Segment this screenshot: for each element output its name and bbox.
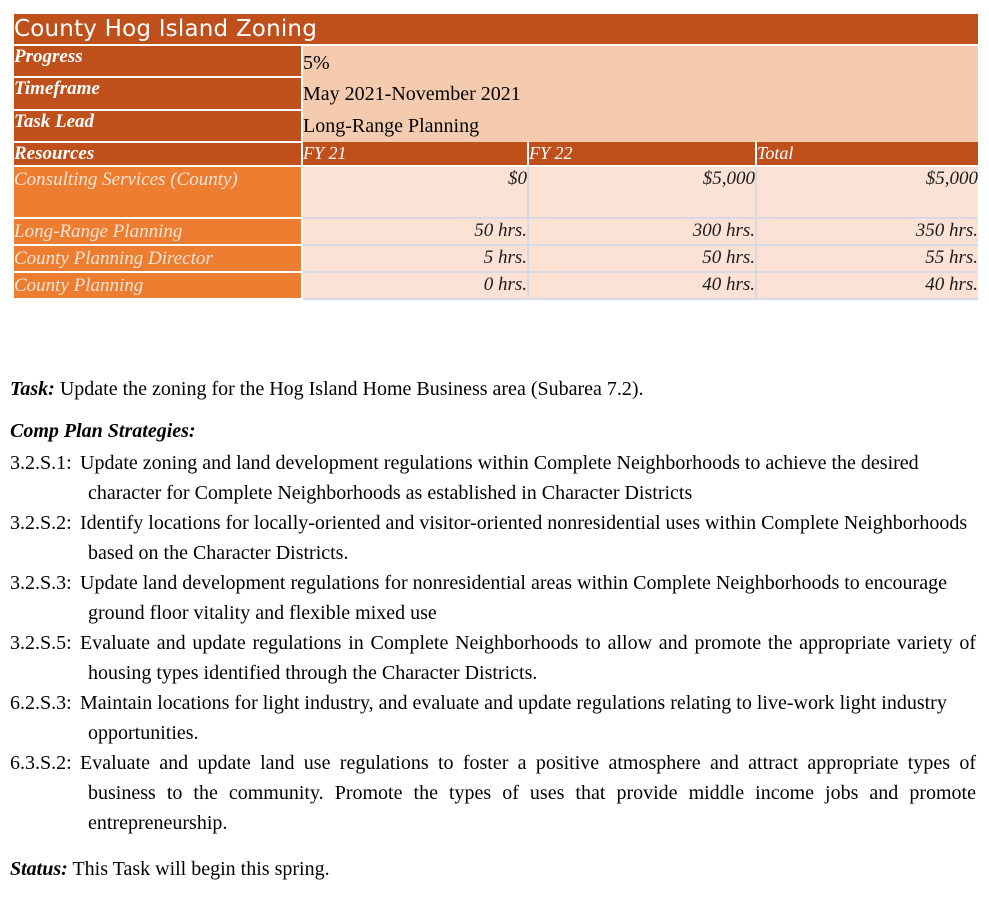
resource-name-county-planning: County Planning: [14, 272, 302, 299]
resource-fy21-county-planning-director: 5 hrs.: [302, 245, 528, 272]
resource-fy22-county-planning-director: 50 hrs.: [528, 245, 756, 272]
row-label-progress: Progress: [14, 45, 302, 77]
strategy-code: 6.3.S.2:: [10, 752, 72, 774]
summary-values-block: [302, 45, 978, 142]
strategy-text: Evaluate and update regulations in Complete Neighborhoods to allow and promote the appropriate variety of housing types identified through the Character Districts.: [80, 632, 976, 684]
strategy-text: Identify locations for locally-oriented and visitor-oriented nonresidential uses within Complete Neighborhoods based on the Character Districts.: [80, 512, 968, 564]
strategy-code: 3.2.S.3:: [10, 572, 72, 594]
table-row: [14, 166, 978, 218]
row-label-task-lead: Task Lead: [14, 110, 302, 142]
resource-name-consulting-services: Consulting Services (County): [14, 166, 302, 218]
status-label: Status:: [10, 858, 68, 880]
strategy-code: 3.2.S.2:: [10, 512, 72, 534]
resource-fy21-consulting-services: $0: [302, 166, 528, 218]
row-label-resources: Resources: [14, 142, 302, 166]
comp-plan-heading: Comp Plan Strategies:: [10, 420, 196, 442]
row-label-timeframe: Timeframe: [14, 77, 302, 109]
list-item: [10, 688, 976, 748]
comp-plan-strategy-list: [10, 448, 976, 838]
resource-name-county-planning-director: County Planning Director: [14, 245, 302, 272]
strategy-text: Update zoning and land development regulations within Complete Neighborhoods to achieve the desired character for Complete Neighborhoods as established in Character Districts: [80, 452, 919, 504]
table-row: [14, 218, 978, 245]
resource-fy21-long-range-planning: 50 hrs.: [302, 218, 528, 245]
column-header-fy21: FY 21: [302, 142, 528, 166]
status-paragraph: [10, 856, 976, 882]
list-item: [10, 628, 976, 688]
strategy-text: Update land development regulations for nonresidential areas within Complete Neighborhoods to encourage ground floor vitality and flexible mixed use: [80, 572, 947, 624]
table-title-row: [14, 14, 978, 45]
strategy-code: 6.2.S.3:: [10, 692, 72, 714]
table-row: [14, 272, 978, 299]
page-title: County Hog Island Zoning: [14, 14, 978, 45]
strategy-text: Evaluate and update land use regulations to foster a positive atmosphere and attract appropriate types of business to the community. Promote the types of uses that provide middle income jobs and promote entrepreneurship.: [80, 752, 976, 834]
task-label: Task:: [10, 378, 55, 400]
column-header-total: Total: [756, 142, 978, 166]
value-timeframe: May 2021-November 2021: [303, 83, 521, 105]
resource-total-county-planning-director: 55 hrs.: [756, 245, 978, 272]
resource-fy21-county-planning: 0 hrs.: [302, 272, 528, 299]
strategy-code: 3.2.S.5:: [10, 632, 72, 654]
value-progress: 5%: [303, 52, 330, 74]
table-row: [14, 245, 978, 272]
list-item: [10, 508, 976, 568]
task-paragraph: [10, 376, 976, 402]
resource-name-long-range-planning: Long-Range Planning: [14, 218, 302, 245]
resource-total-consulting-services: $5,000: [756, 166, 978, 218]
task-text: Update the zoning for the Hog Island Home Business area (Subarea 7.2).: [54, 378, 644, 400]
list-item: [10, 448, 976, 508]
strategy-code: 3.2.S.1:: [10, 452, 72, 474]
column-header-fy22: FY 22: [528, 142, 756, 166]
list-item: [10, 748, 976, 838]
document-body: [10, 376, 976, 882]
strategy-text: Maintain locations for light industry, and evaluate and update regulations relating to live-work light industry opportunities.: [80, 692, 947, 744]
resource-total-long-range-planning: 350 hrs.: [756, 218, 978, 245]
value-task-lead: Long-Range Planning: [303, 115, 480, 137]
resource-fy22-long-range-planning: 300 hrs.: [528, 218, 756, 245]
resource-fy22-county-planning: 40 hrs.: [528, 272, 756, 299]
table-row-progress: [14, 45, 978, 77]
resource-fy22-consulting-services: $5,000: [528, 166, 756, 218]
task-summary-table: [14, 14, 978, 300]
resource-total-county-planning: 40 hrs.: [756, 272, 978, 299]
list-item: [10, 568, 976, 628]
resources-header-row: [14, 142, 978, 166]
status-text: This Task will begin this spring.: [67, 858, 330, 880]
